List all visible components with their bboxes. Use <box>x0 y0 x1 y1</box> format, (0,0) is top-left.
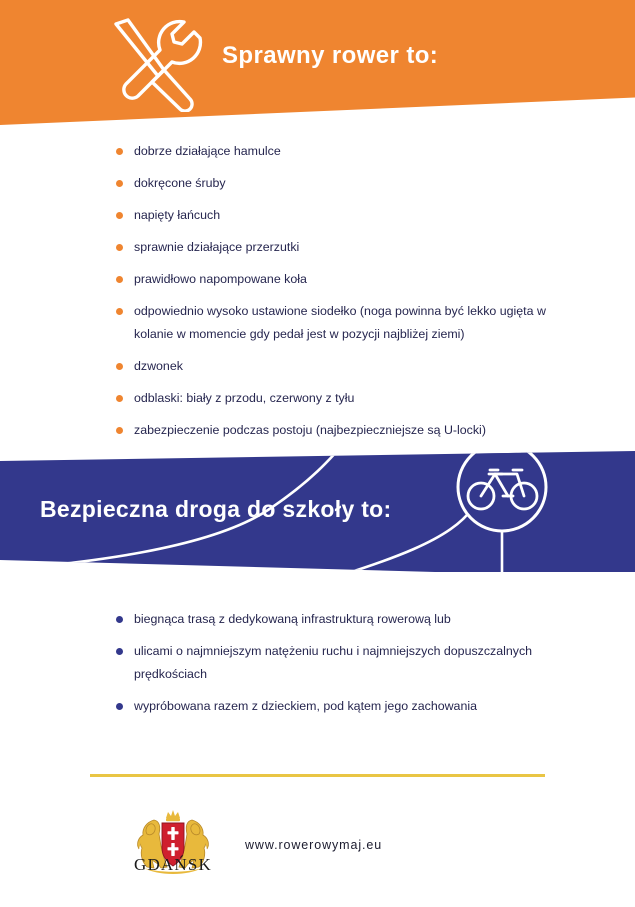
list-item-label: napięty łańcuch <box>134 208 221 222</box>
bullet-dot <box>116 616 123 623</box>
safe-route-list <box>112 608 582 727</box>
website-url[interactable]: www.rowerowymaj.eu <box>245 838 383 852</box>
bullet-dot <box>116 395 123 402</box>
route-header-band <box>0 448 635 578</box>
list-item <box>112 300 582 346</box>
list-item <box>112 387 582 410</box>
list-item-label: zabezpieczenie podczas postoju (najbezpieczniejsze są U-locki) <box>134 423 486 437</box>
bullet-dot <box>116 276 123 283</box>
bullet-dot <box>116 180 123 187</box>
list-item-label: wypróbowana razem z dzieckiem, pod kątem jego zachowania <box>134 699 477 713</box>
list-item <box>112 204 582 227</box>
bullet-dot <box>116 363 123 370</box>
bullet-dot <box>116 648 123 655</box>
list-item <box>112 140 582 163</box>
list-item-label: odblaski: biały z przodu, czerwony z tyłu <box>134 391 355 405</box>
list-item-label: biegnąca trasą z dedykowaną infrastrukturą rowerową lub <box>134 612 451 626</box>
wrench-screwdriver-icon <box>106 16 206 112</box>
bullet-dot <box>116 703 123 710</box>
list-item <box>112 419 582 442</box>
footer-divider <box>90 774 545 777</box>
list-item <box>112 695 582 718</box>
tools-header-title: Sprawny rower to: <box>222 42 439 69</box>
list-item <box>112 268 582 291</box>
list-item-label: odpowiednio wysoko ustawione siodełko (noga powinna być lekko ugięta w kolanie w momencie gdy pedał jest w pozycji najbliżej ziemi) <box>134 304 546 341</box>
route-header-title: Bezpieczna droga do szkoły to: <box>40 496 392 522</box>
list-item-label: prawidłowo napompowane koła <box>134 272 307 286</box>
list-item-label: ulicami o najmniejszym natężeniu ruchu i najmniejszych dopuszczalnych prędkościach <box>134 644 533 681</box>
bike-condition-list <box>112 140 582 451</box>
list-item <box>112 355 582 378</box>
bullet-dot <box>116 244 123 251</box>
list-item-label: dobrze działające hamulce <box>134 144 281 158</box>
bullet-dot <box>116 308 123 315</box>
list-item <box>112 640 582 686</box>
list-item-label: dokręcone śruby <box>134 176 226 190</box>
list-item-label: dzwonek <box>134 359 183 373</box>
list-item <box>112 172 582 195</box>
gdansk-wordmark: GDAŃSK <box>133 855 213 874</box>
bullet-dot <box>116 148 123 155</box>
list-item <box>112 236 582 259</box>
bullet-dot <box>116 427 123 434</box>
bullet-dot <box>116 212 123 219</box>
list-item <box>112 608 582 631</box>
list-item-label: sprawnie działające przerzutki <box>134 240 300 254</box>
